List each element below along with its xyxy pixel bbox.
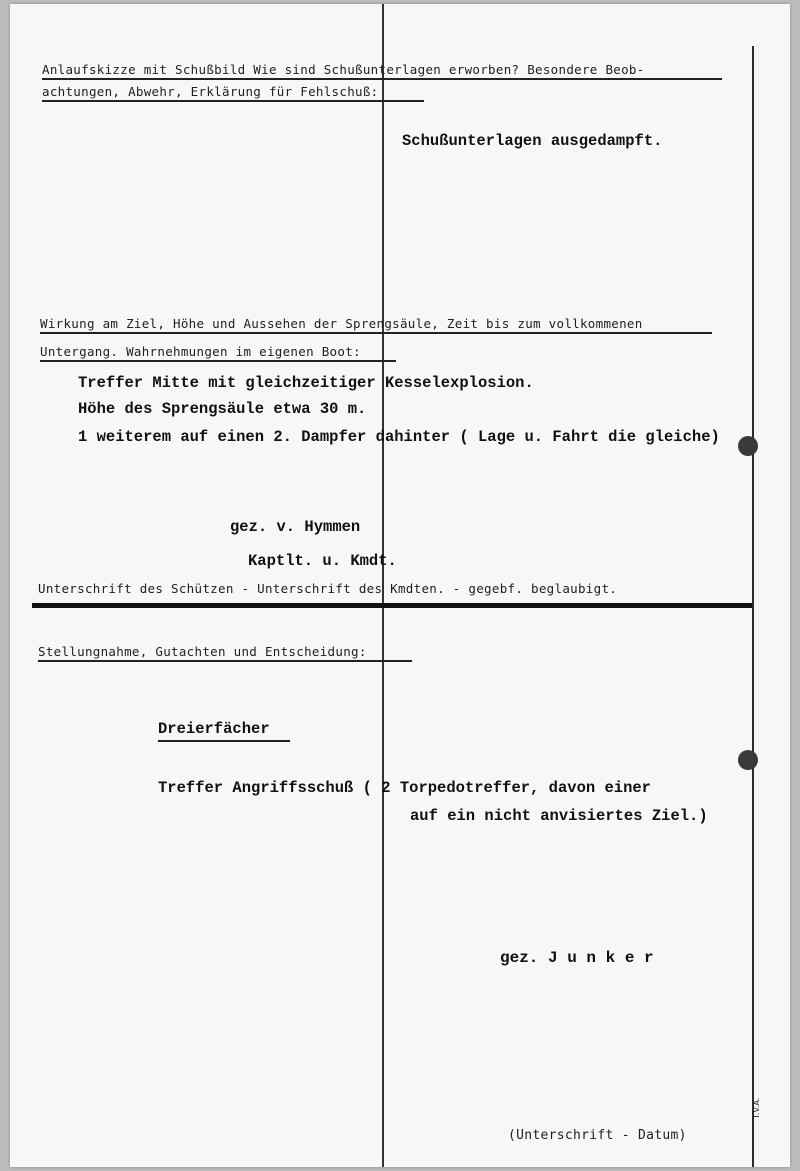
section2-entry-line3: 1 weiterem auf einen 2. Dampfer dahinter ( Lage u. Fahrt die gleiche) xyxy=(78,428,720,446)
signature-rank: Kaptlt. u. Kmdt. xyxy=(248,552,397,570)
punch-hole-bottom xyxy=(738,750,758,770)
margin-line xyxy=(752,46,754,1167)
decision-line2: auf ein nicht anvisiertes Ziel.) xyxy=(410,807,708,825)
decision-line1: Treffer Angriffsschuß ( 2 Torpedotreffer, davon einer xyxy=(158,779,651,797)
section1-heading-line1: Anlaufskizze mit Schußbild Wie sind Schußunterlagen erworben? Besondere Beob- xyxy=(42,62,645,77)
section1-underline2 xyxy=(42,100,424,102)
divider-rule xyxy=(32,603,752,608)
section3-heading: Stellungnahme, Gutachten und Entscheidung: xyxy=(38,644,367,659)
decision-heading: Dreierfächer xyxy=(158,720,270,738)
signature-name: gez. v. Hymmen xyxy=(230,518,361,536)
document-page xyxy=(10,4,790,1167)
side-stamp: T.V.A. xyxy=(752,1097,761,1119)
section1-heading-line2: achtungen, Abwehr, Erklärung für Fehlschuß: xyxy=(42,84,379,99)
date-caption: (Unterschrift - Datum) xyxy=(508,1128,687,1143)
signature-caption: Unterschrift des Schützen - Unterschrift des Kmdten. - gegebf. beglaubigt. xyxy=(38,581,618,596)
section2-underline1 xyxy=(40,332,712,334)
section2-heading-line1: Wirkung am Ziel, Höhe und Aussehen der Sprengsäule, Zeit bis zum vollkommenen xyxy=(40,316,643,331)
section1-entry: Schußunterlagen ausgedampft. xyxy=(402,132,663,150)
punch-hole-top xyxy=(738,436,758,456)
final-signature: gez. J u n k e r xyxy=(500,949,654,967)
section2-entry-line2: Höhe des Sprengsäule etwa 30 m. xyxy=(78,400,367,418)
section2-heading-line2: Untergang. Wahrnehmungen im eigenen Boot: xyxy=(40,344,361,359)
section2-entry-line1: Treffer Mitte mit gleichzeitiger Kesselexplosion. xyxy=(78,374,534,392)
section3-underline xyxy=(38,660,412,662)
section1-underline1 xyxy=(42,78,722,80)
decision-heading-underline xyxy=(158,740,290,742)
section2-underline2 xyxy=(40,360,396,362)
